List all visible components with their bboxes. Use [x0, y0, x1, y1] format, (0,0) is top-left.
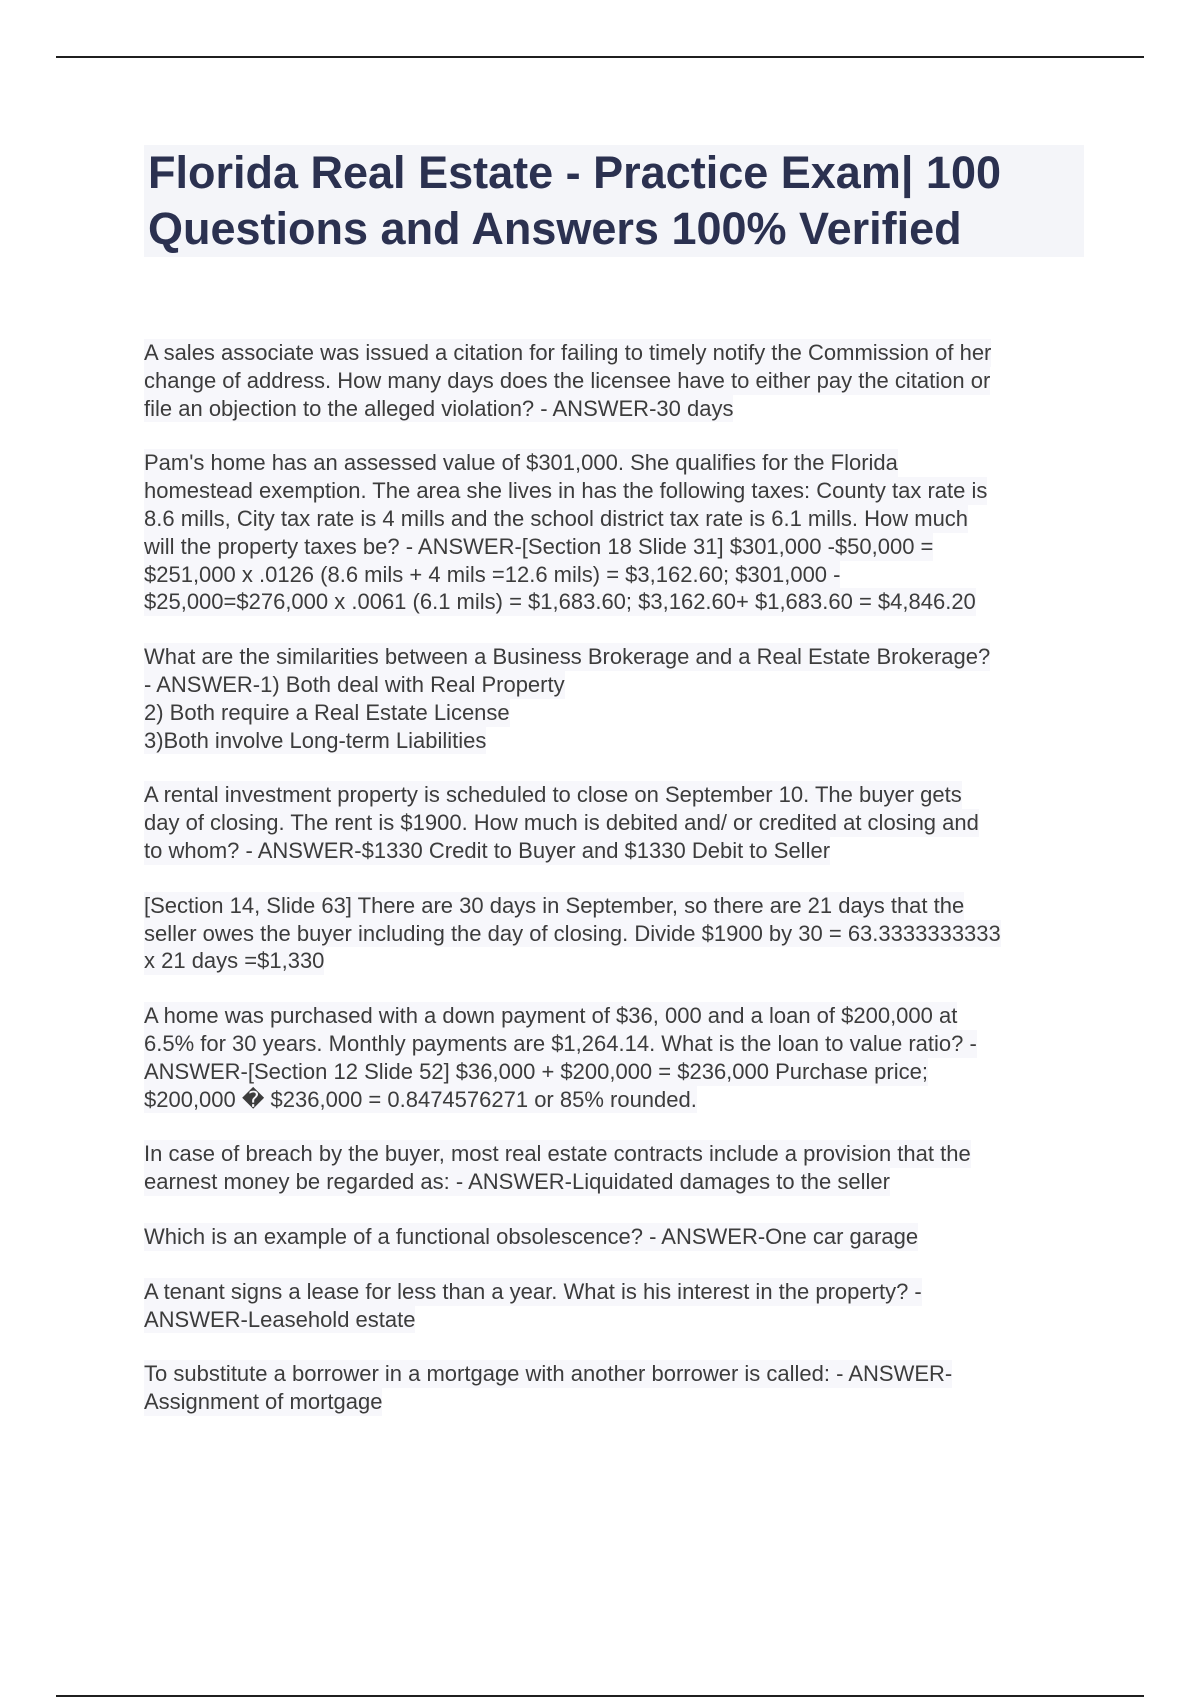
paragraph-line: $200,000 � $236,000 = 0.8474576271 or 85% rounded. [144, 1086, 697, 1112]
paragraph-line: A home was purchased with a down payment of $36, 000 and a loan of $200,000 at [144, 1003, 958, 1029]
qa-paragraph [144, 339, 1094, 422]
paragraph-line: earnest money be regarded as: - ANSWER-Liquidated damages to the seller [144, 1169, 890, 1195]
paragraph-line: $251,000 x .0126 (8.6 mils + 4 mils =12.6 mils) = $3,162.60; $301,000 - [144, 561, 841, 587]
paragraph-line: A tenant signs a lease for less than a year. What is his interest in the property? - [144, 1278, 922, 1304]
qa-paragraph [144, 892, 1094, 975]
bottom-rule [56, 1695, 1144, 1697]
qa-paragraph [144, 449, 1094, 616]
paragraph-line: file an objection to the alleged violation? - ANSWER-30 days [144, 395, 734, 421]
document-body [144, 339, 1094, 1443]
paragraph-line: Assignment of mortgage [144, 1389, 383, 1415]
paragraph-line: homestead exemption. The area she lives in has the following taxes: County tax rate is [144, 478, 988, 504]
top-rule [56, 56, 1144, 58]
paragraph-line: [Section 14, Slide 63] There are 30 days in September, so there are 21 days that the [144, 892, 965, 918]
qa-paragraph [144, 1223, 1094, 1251]
paragraph-line: What are the similarities between a Business Brokerage and a Real Estate Brokerage? [144, 644, 991, 670]
paragraph-line: In case of breach by the buyer, most real estate contracts include a provision that the [144, 1141, 971, 1167]
paragraph-line: Pam's home has an assessed value of $301,000. She qualifies for the Florida [144, 450, 898, 476]
qa-paragraph [144, 781, 1094, 864]
paragraph-line: A sales associate was issued a citation for failing to timely notify the Commission of her [144, 340, 992, 365]
paragraph-line: 3)Both involve Long-term Liabilities [144, 727, 487, 753]
paragraph-line: change of address. How many days does the licensee have to either pay the citation or [144, 367, 991, 393]
qa-paragraph [144, 1002, 1094, 1113]
paragraph-line: will the property taxes be? - ANSWER-[Section 18 Slide 31] $301,000 -$50,000 = [144, 533, 934, 559]
paragraph-line: x 21 days =$1,330 [144, 948, 325, 974]
title-line: Questions and Answers 100% Verified [148, 203, 962, 254]
qa-paragraph [144, 1360, 1094, 1416]
document-title [144, 145, 1084, 257]
paragraph-line: 2) Both require a Real Estate License [144, 699, 510, 725]
paragraph-line: Which is an example of a functional obsolescence? - ANSWER-One car garage [144, 1223, 919, 1249]
paragraph-line: To substitute a borrower in a mortgage with another borrower is called: - ANSWER- [144, 1361, 953, 1387]
paragraph-line: 6.5% for 30 years. Monthly payments are $1,264.14. What is the loan to value ratio? - [144, 1030, 977, 1056]
paragraph-line: $25,000=$276,000 x .0061 (6.1 mils) = $1,683.60; $3,162.60+ $1,683.60 = $4,846.20 [144, 589, 976, 615]
paragraph-line: ANSWER-Leasehold estate [144, 1306, 416, 1332]
title-line: Florida Real Estate - Practice Exam| 100 [148, 147, 1002, 198]
paragraph-line: - ANSWER-1) Both deal with Real Property [144, 671, 565, 697]
qa-paragraph [144, 1140, 1094, 1196]
paragraph-line: to whom? - ANSWER-$1330 Credit to Buyer and $1330 Debit to Seller [144, 837, 831, 863]
paragraph-line: 8.6 mills, City tax rate is 4 mills and the school district tax rate is 6.1 mills. How much [144, 505, 969, 531]
qa-paragraph [144, 1278, 1094, 1334]
qa-paragraph [144, 643, 1094, 754]
paragraph-line: day of closing. The rent is $1900. How much is debited and/ or credited at closing and [144, 810, 979, 836]
paragraph-line: A rental investment property is scheduled to close on September 10. The buyer gets [144, 782, 962, 808]
paragraph-line: seller owes the buyer including the day of closing. Divide $1900 by 30 = 63.3333333333 [144, 920, 1001, 946]
paragraph-line: ANSWER-[Section 12 Slide 52] $36,000 + $200,000 = $236,000 Purchase price; [144, 1058, 928, 1084]
